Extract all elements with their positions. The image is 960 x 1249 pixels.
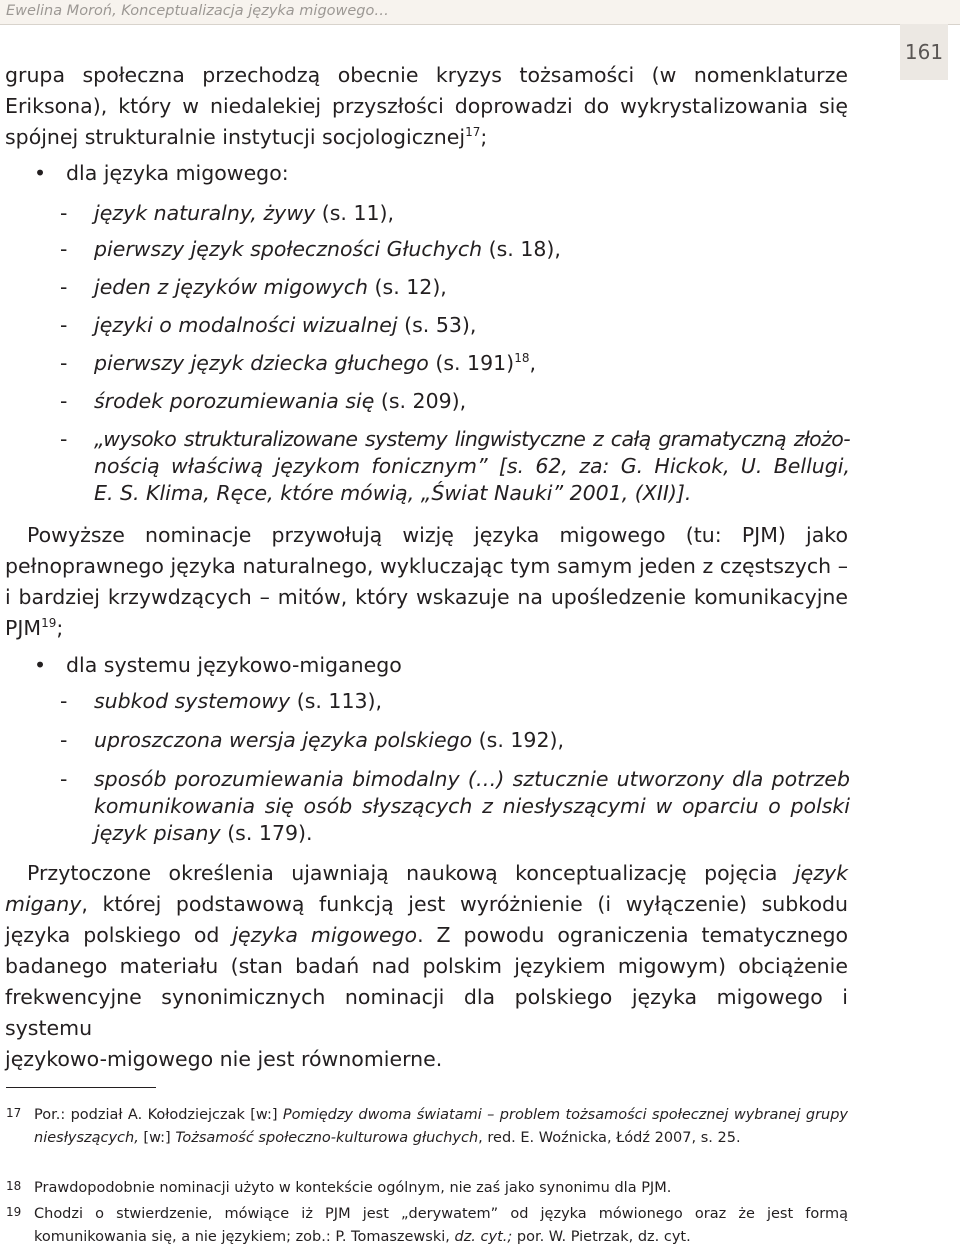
text-span: Powyższe nominacje przywołują wizję języka migowego (tu: PJM) jako — [27, 523, 848, 547]
fn-part: Prawdopodobnie nominacji użyto w kontekście ogólnym, nie zaś jako synonimu dla PJM. — [34, 1180, 672, 1196]
fn-part: por. W. Pietrzak, dz. cyt. — [512, 1229, 691, 1245]
bullet-icon: • — [34, 653, 47, 677]
list-item — [60, 312, 850, 339]
text-span: , której podstawową funkcją jest wyróżnienie (i wyłączenie) subkodu — [81, 892, 848, 916]
dash-icon: - — [60, 389, 68, 413]
item-ref: (s. 113), — [290, 689, 383, 713]
quote-line: komunikowania się osób słyszących z niesłyszącymi w oparciu o polski — [94, 794, 850, 818]
item-term: uproszczona wersja języka polskiego — [94, 728, 473, 752]
footnote-19 — [6, 1203, 848, 1249]
quote-line: „wysoko strukturalizowane systemy lingwistyczne z całą gramatyczną złożo- — [94, 427, 850, 451]
item-ref: (s. 191) — [428, 351, 515, 375]
bullet-heading — [34, 650, 402, 680]
text-line — [5, 889, 848, 920]
dash-icon: - — [60, 427, 68, 451]
text-line: językowo-migowego nie jest równomierne. — [5, 1047, 443, 1071]
item-ref: (s. 12), — [368, 275, 447, 299]
footnote-ref: 17 — [465, 125, 481, 140]
list-item — [60, 727, 850, 754]
item-term: pierwszy język dziecka głuchego — [94, 351, 429, 375]
page-number: 161 — [900, 24, 948, 80]
quote-line: E. S. Klima, Ręce, które mówią, „Świat Nauki” 2001, (XII)]. — [94, 481, 692, 505]
quote-line: nością właściwą językom fonicznym” [s. 62, za: G. Hickok, U. Bellugi, — [94, 454, 850, 478]
dash-icon: - — [60, 201, 68, 225]
bullet-label: dla systemu językowo-miganego — [66, 653, 402, 677]
fn-part: dz. cyt.; — [454, 1229, 513, 1245]
text-span: PJM — [5, 616, 42, 640]
fn-part: [w:] — [138, 1130, 176, 1146]
footnote-number: 17 — [6, 1106, 22, 1120]
text-line: Eriksona), który w niedalekiej przyszłości doprowadzi do wykrystalizowania się — [5, 94, 848, 118]
text-span: . Z powodu ograniczenia tematycznego — [417, 923, 848, 947]
bullet-heading — [34, 158, 289, 188]
text-line: frekwencyjne synonimicznych nominacji dla polskiego języka migowego i systemu — [5, 985, 848, 1040]
fn-part: Chodzi o stwierdzenie, mówiące iż PJM jest „derywatem” od języka mówionego oraz że jest formą komunikowania się, a nie językiem; zob.: P. Tomaszewski, — [34, 1206, 848, 1245]
bottom-paragraph — [5, 858, 848, 1075]
top-paragraph — [5, 60, 848, 153]
item-ref: (s. 209), — [374, 389, 467, 413]
dash-icon: - — [60, 351, 68, 375]
text-span: Przytoczone określenia ujawniają naukową konceptualizację pojęcia — [27, 861, 795, 885]
text-line: badanego materiału (stan badań nad polskim językiem migowym) obciążenie — [5, 954, 848, 978]
list-item — [60, 426, 850, 507]
item-term: język naturalny, żywy — [94, 201, 316, 225]
list-item — [60, 766, 850, 847]
text-span: język — [794, 861, 848, 885]
footnote-divider — [6, 1087, 156, 1088]
item-term: subkod systemowy — [94, 689, 291, 713]
footnote-ref: 19 — [41, 616, 57, 631]
item-ref: (s. 179). — [220, 821, 313, 845]
item-ref: (s. 11), — [315, 201, 395, 225]
text-line — [5, 122, 848, 153]
text-span: ; — [480, 125, 488, 149]
text-line: i bardziej krzywdzących – mitów, który wskazuje na upośledzenie komunikacyjne — [5, 585, 848, 609]
list-item — [60, 274, 850, 301]
fn-part: Por.: podział A. Kołodziejczak [w:] — [34, 1107, 283, 1123]
footnote-number: 19 — [6, 1205, 22, 1219]
text-line — [5, 520, 848, 551]
text-line — [5, 858, 848, 889]
list-item — [60, 236, 850, 263]
item-term: język pisany — [94, 821, 221, 845]
item-ref: (s. 18), — [482, 237, 561, 261]
list-item — [60, 350, 850, 377]
footnote-text — [34, 1203, 848, 1249]
text-line: grupa społeczna przechodzą obecnie kryzys tożsamości (w nomenklaturze — [5, 63, 848, 87]
bullet-icon: • — [34, 161, 47, 185]
fn-part: Tożsamość społeczno-kulturowa głuchych — [175, 1130, 479, 1146]
dash-icon: - — [60, 275, 68, 299]
middle-paragraph — [5, 520, 848, 644]
dash-icon: - — [60, 689, 68, 713]
footnote-ref: 18 — [514, 351, 530, 366]
text-span: migany — [5, 892, 82, 916]
item-term: pierwszy język społeczności Głuchych — [94, 237, 483, 261]
text-line: pełnoprawnego języka naturalnego, wykluczając tym samym jeden z częstszych – — [5, 554, 848, 578]
text-span: języka polskiego od — [5, 923, 233, 947]
text-line — [5, 613, 848, 644]
item-term: języki o modalności wizualnej — [94, 313, 398, 337]
dash-icon: - — [60, 313, 68, 337]
text-span: ; — [56, 616, 64, 640]
text-span: spójnej strukturalnie instytucji socjologicznej — [5, 125, 466, 149]
text-line — [5, 920, 848, 951]
dash-icon: - — [60, 728, 68, 752]
dash-icon: - — [60, 237, 68, 261]
item-ref: (s. 53), — [397, 313, 477, 337]
list-item — [60, 688, 850, 715]
footnote-17 — [6, 1104, 848, 1150]
text-span: języka migowego — [232, 923, 418, 947]
fn-part: Pomiędzy dwoma światami – problem tożsamości społecznej wybranej grupy niesłyszących, — [34, 1107, 849, 1146]
item-term: środek porozumiewania się — [94, 389, 375, 413]
footnote-text — [34, 1177, 848, 1200]
footnote-number: 18 — [6, 1179, 22, 1193]
list-item — [60, 388, 850, 415]
running-head: Ewelina Moroń, Konceptualizacja języka migowego… — [6, 3, 389, 19]
quote-line — [94, 820, 850, 847]
item-term: jeden z języków migowych — [94, 275, 368, 299]
bullet-label: dla języka migowego: — [66, 161, 289, 185]
item-ref: (s. 192), — [472, 728, 565, 752]
list-item — [60, 200, 850, 227]
fn-part: , red. E. Woźnicka, Łódź 2007, s. 25. — [478, 1130, 741, 1146]
dash-icon: - — [60, 767, 68, 791]
item-end: , — [529, 351, 536, 375]
footnote-18 — [6, 1177, 848, 1200]
quote-line: sposób porozumiewania bimodalny (…) sztucznie utworzony dla potrzeb — [94, 767, 850, 791]
footnote-text — [34, 1104, 848, 1150]
